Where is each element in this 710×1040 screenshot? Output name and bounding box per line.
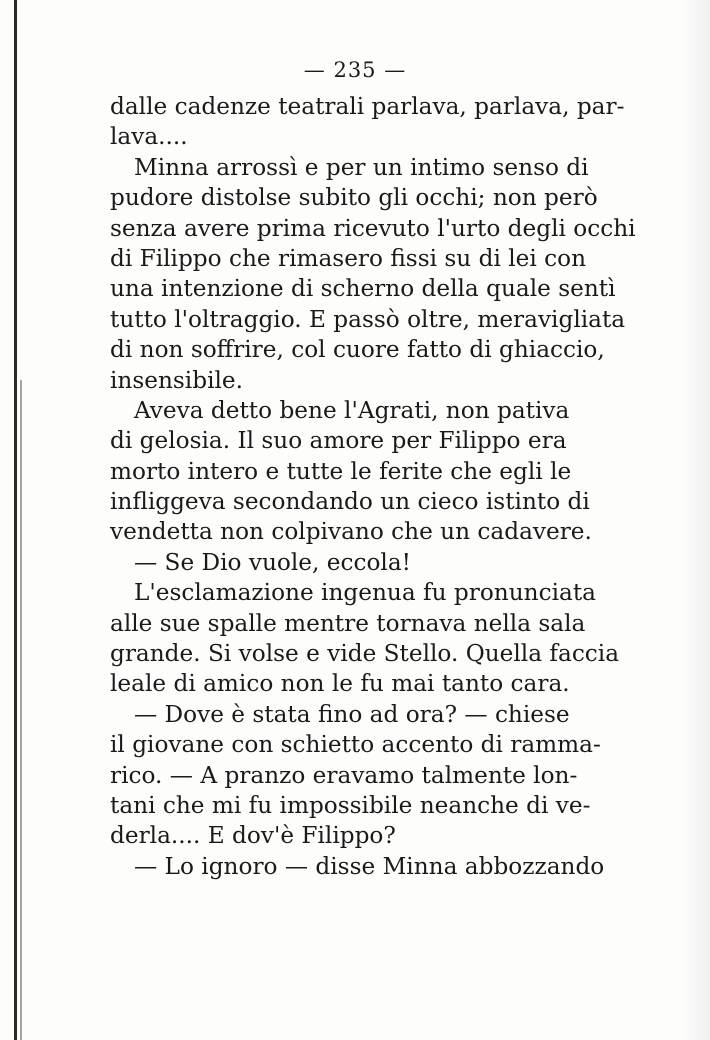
text-line: di Filippo che rimasero fissi su di lei con xyxy=(110,244,587,272)
text-line: senza avere prima ricevuto l'urto degli occhi xyxy=(110,214,636,242)
text-line: insensibile. xyxy=(110,366,243,394)
text-line: grande. Si volse e vide Stello. Quella faccia xyxy=(110,640,620,668)
text-line: pudore distolse subito gli occhi; non però xyxy=(110,184,598,212)
text-line: — Dove è stata fino ad ora? — chiese xyxy=(134,700,570,728)
body-text xyxy=(110,92,636,882)
text-line: dalle cadenze teatrali parlava, parlava, par- xyxy=(110,93,625,120)
text-line: vendetta non colpivano che un cadavere. xyxy=(110,518,592,546)
text-line: — Lo ignoro — disse Minna abbozzando xyxy=(134,852,605,880)
page-edge-shading xyxy=(680,0,710,1040)
text-line: di non soffrire, col cuore fatto di ghiaccio, xyxy=(110,336,605,364)
binding-shadow xyxy=(20,380,22,1040)
text-line: derla.... E dov'è Filippo? xyxy=(110,822,396,850)
text-line: morto intero e tutte le ferite che egli le xyxy=(110,457,572,485)
text-line: di gelosia. Il suo amore per Filippo era xyxy=(110,427,567,455)
text-line: alle sue spalle mentre tornava nella sala xyxy=(110,609,586,637)
text-line: tutto l'oltraggio. E passò oltre, meravigliata xyxy=(110,305,626,333)
binding-edge xyxy=(14,0,17,1040)
text-line: una intenzione di scherno della quale sentì xyxy=(110,275,616,303)
text-line: tani che mi fu impossibile neanche di ve- xyxy=(110,791,591,819)
text-line: — Se Dio vuole, eccola! xyxy=(134,548,411,576)
text-line: Minna arrossì e per un intimo senso di xyxy=(134,153,589,181)
text-line: infliggeva secondando un cieco istinto di xyxy=(110,488,590,516)
text-line: rico. — A pranzo eravamo talmente lon- xyxy=(110,761,578,789)
text-line: leale di amico non le fu mai tanto cara. xyxy=(110,670,570,698)
text-line: Aveva detto bene l'Agrati, non pativa xyxy=(134,396,570,424)
text-line: L'esclamazione ingenua fu pronunciata xyxy=(134,579,596,607)
text-line: lava.... xyxy=(110,123,188,151)
page-number: — 235 — xyxy=(303,58,407,82)
text-line: il giovane con schietto accento di ramma- xyxy=(110,731,601,759)
